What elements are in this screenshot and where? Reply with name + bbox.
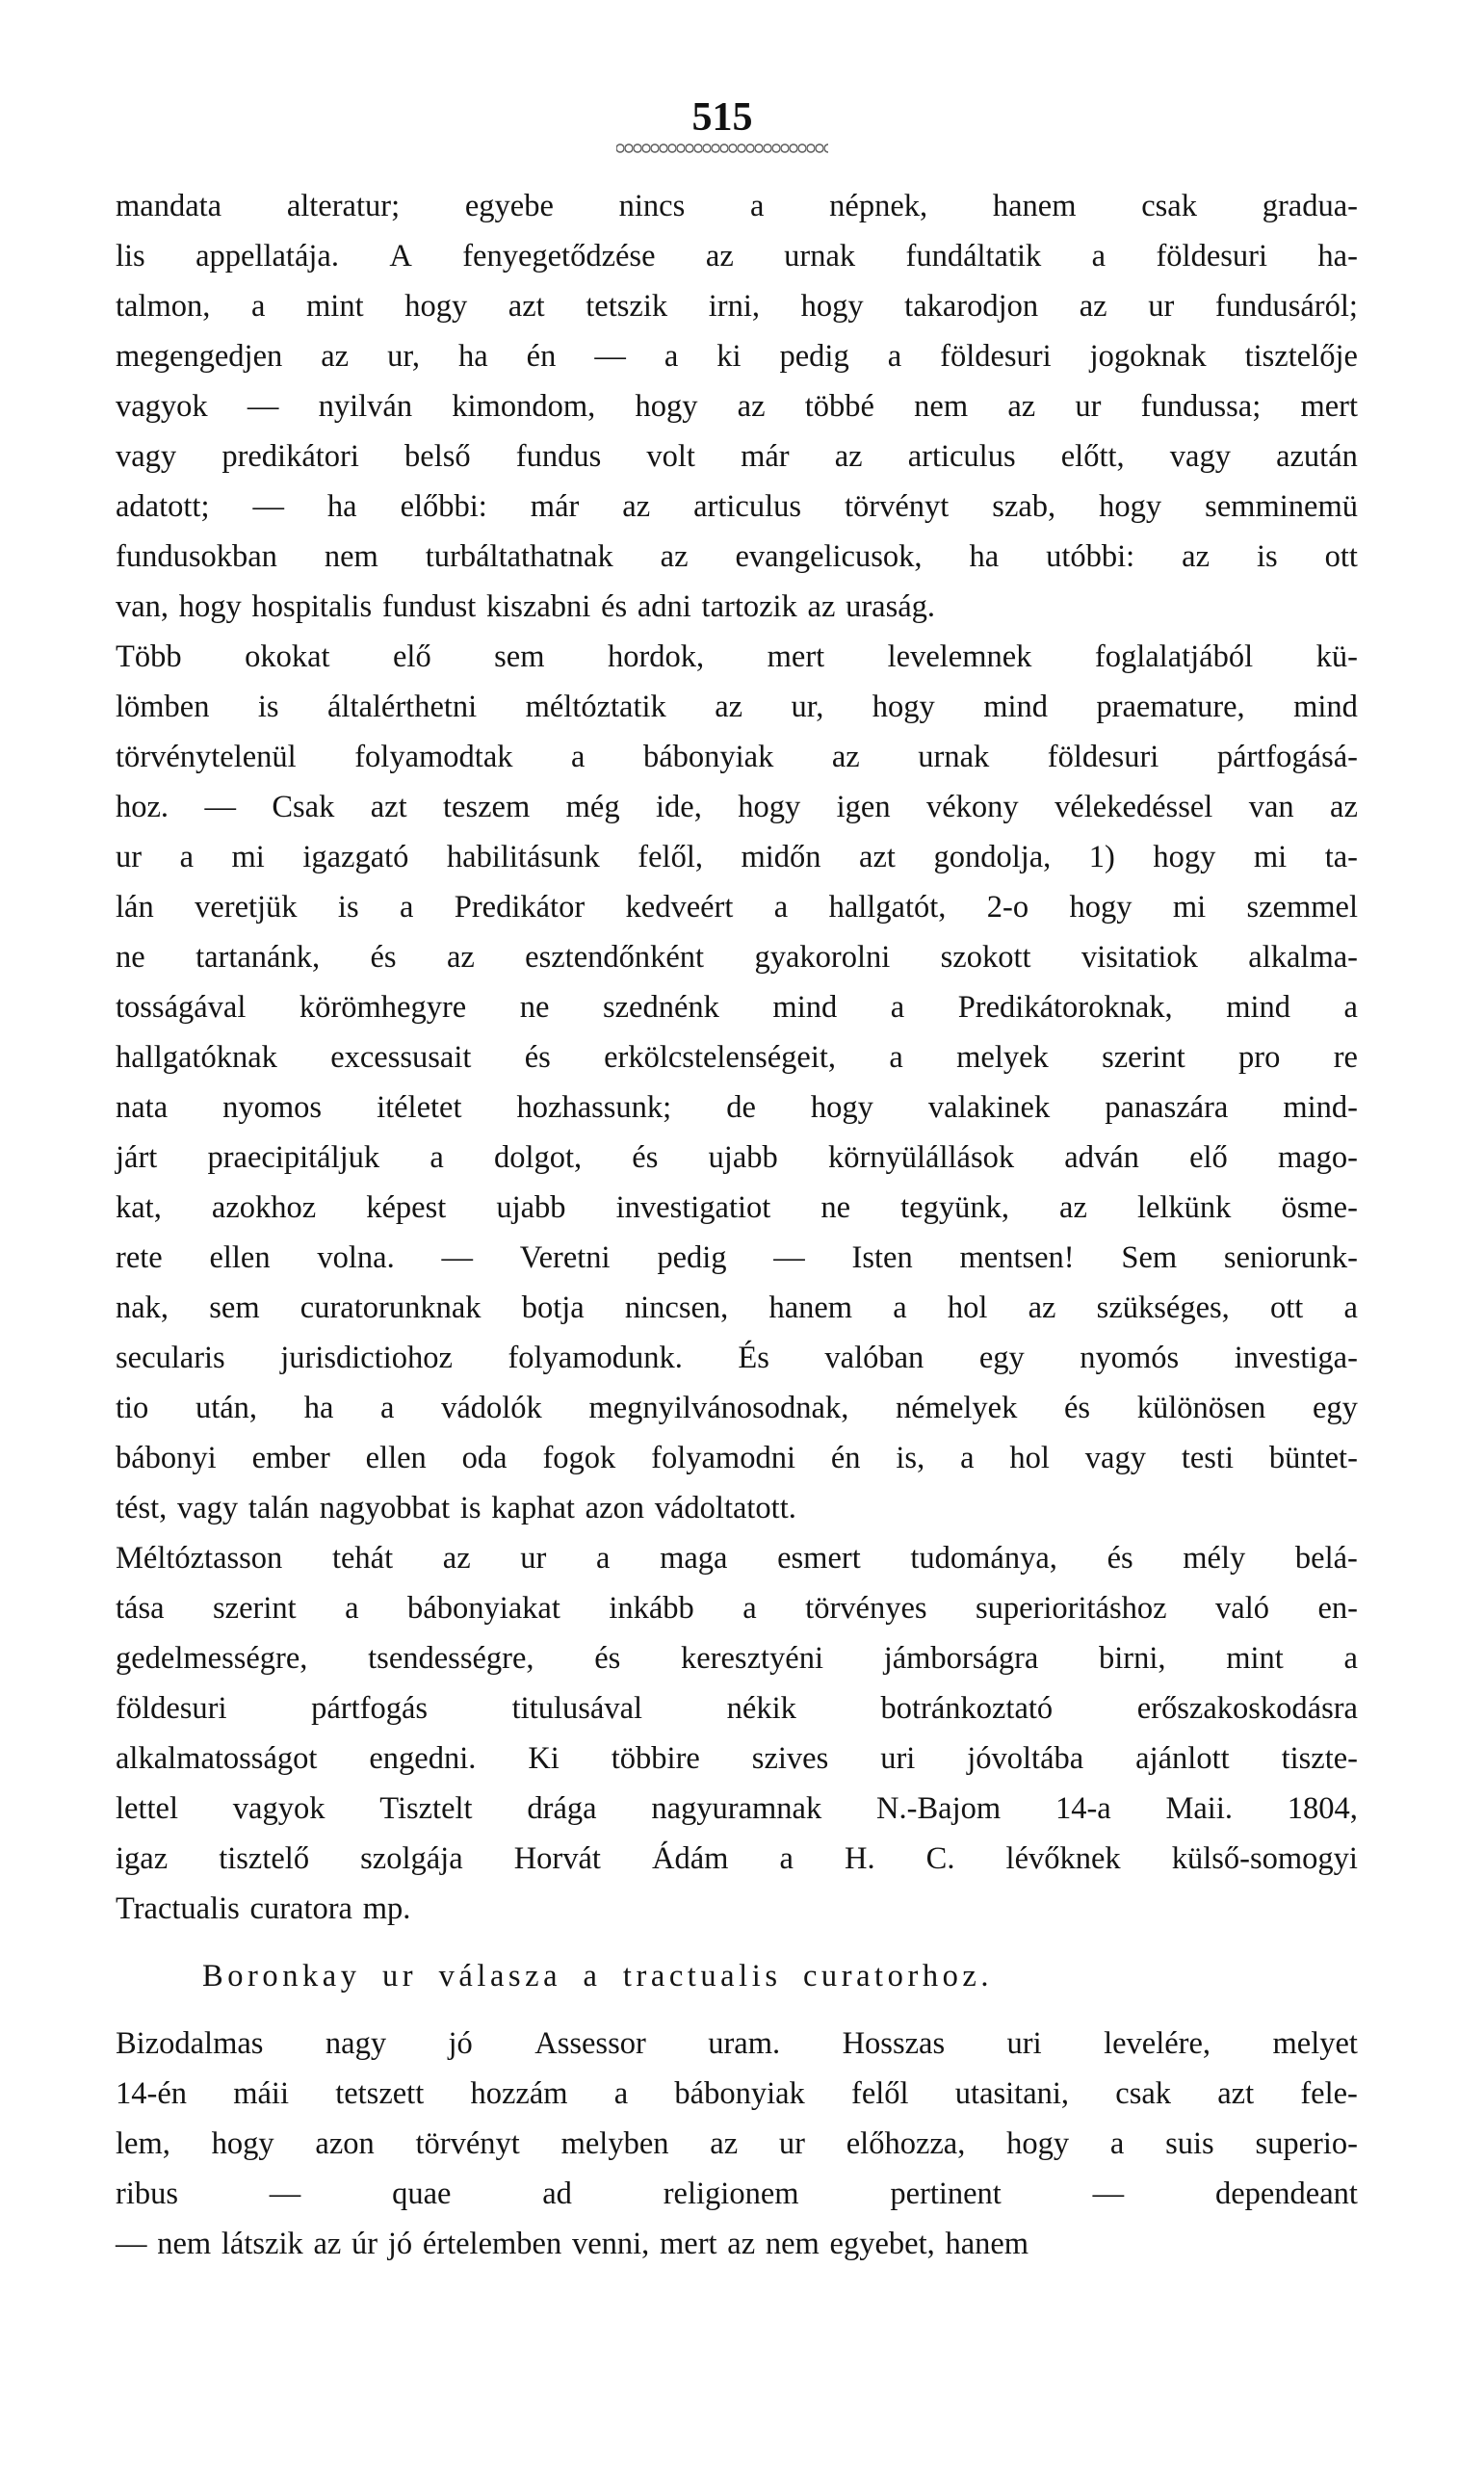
- text-line: vagyok — nyilván kimondom, hogy az többé nem az ur fundussa; mert: [116, 389, 1358, 424]
- text-line: Tractualis curatora mp.: [116, 1891, 411, 1926]
- text-line: földesuri pártfogás titulusával nékik botránkoztató erőszakoskodásra: [116, 1691, 1358, 1726]
- text-line: nata nyomos itéletet hozhassunk; de hogy valakinek panaszára mind-: [116, 1090, 1358, 1125]
- text-line: adatott; — ha előbbi: már az articulus törvényt szab, hogy semminemü: [116, 489, 1358, 524]
- text-line: van, hogy hospitalis fundust kiszabni és adni tartozik az uraság.: [116, 589, 936, 624]
- text-line: tosságával körömhegyre ne szednénk mind a Predikátoroknak, mind a: [116, 990, 1358, 1025]
- text-line: Bizodalmas nagy jó Assessor uram. Hosszas uri levelére, melyet: [116, 2026, 1358, 2061]
- text-line: hallgatóknak excessusait és erkölcstelenségeit, a melyek szerint pro re: [116, 1040, 1358, 1075]
- text-line: tést, vagy talán nagyobbat is kaphat azon vádoltatott.: [116, 1491, 796, 1525]
- text-line: nak, sem curatorunknak botja nincsen, hanem a hol az szükséges, ott a: [116, 1290, 1358, 1325]
- text-line: ribus — quae ad religionem pertinent — dependeant: [116, 2176, 1358, 2211]
- text-line: bábonyi ember ellen oda fogok folyamodni én is, a hol vagy testi büntet-: [116, 1441, 1358, 1475]
- text-line: lettel vagyok Tisztelt drága nagyuramnak N.-Bajom 14-a Maii. 1804,: [116, 1791, 1358, 1826]
- text-line: talmon, a mint hogy azt tetszik irni, hogy takarodjon az ur fundusáról;: [116, 289, 1358, 324]
- text-line: lem, hogy azon törvényt melyben az ur előhozza, hogy a suis superio-: [116, 2126, 1358, 2161]
- text-line: — nem látszik az úr jó értelemben venni, mert az nem egyebet, hanem: [116, 2227, 1029, 2261]
- ornament-divider: [616, 143, 828, 154]
- text-line: lömben is általérthetni méltóztatik az ur, hogy mind praemature, mind: [116, 690, 1358, 724]
- text-line: lán veretjük is a Predikátor kedveért a hallgatót, 2-o hogy mi szemmel: [116, 890, 1358, 925]
- text-line: törvénytelenül folyamodtak a bábonyiak az urnak földesuri pártfogásá-: [116, 740, 1358, 774]
- text-line: fundusokban nem turbáltathatnak az evangelicusok, ha utóbbi: az is ott: [116, 539, 1358, 574]
- text-line: lis appellatája. A fenyegetődzése az urnak fundáltatik a földesuri ha-: [116, 239, 1358, 274]
- text-line: Több okokat elő sem hordok, mert levelemnek foglalatjából kü-: [116, 639, 1358, 674]
- text-line: vagy predikátori belső fundus volt már az articulus előtt, vagy azután: [116, 439, 1358, 474]
- text-line: kat, azokhoz képest ujabb investigatiot ne tegyünk, az lelkünk ösme-: [116, 1190, 1358, 1225]
- text-line: 14-én máii tetszett hozzám a bábonyiak felől utasitani, csak azt fele-: [116, 2076, 1358, 2111]
- text-line: igaz tisztelő szolgája Horvát Ádám a H. C. lévőknek külső-somogyi: [116, 1841, 1358, 1876]
- text-line: mandata alteratur; egyebe nincs a népnek, hanem csak gradua-: [116, 189, 1358, 223]
- text-line: tása szerint a bábonyiakat inkább a törvényes superioritáshoz való en-: [116, 1591, 1358, 1626]
- text-line: megengedjen az ur, ha én — a ki pedig a földesuri jogoknak tisztelője: [116, 339, 1358, 374]
- text-line: ur a mi igazgató habilitásunk felől, midőn azt gondolja, 1) hogy mi ta-: [116, 840, 1358, 874]
- page-number: 515: [691, 95, 753, 140]
- text-line: alkalmatosságot engedni. Ki többire szives uri jóvoltába ajánlott tiszte-: [116, 1741, 1358, 1776]
- text-line: tio után, ha a vádolók megnyilvánosodnak, némelyek és különösen egy: [116, 1391, 1358, 1425]
- text-line: ne tartanánk, és az esztendőnként gyakorolni szokott visitatiok alkalma-: [116, 940, 1358, 975]
- text-body: [116, 181, 1358, 2269]
- text-line: secularis jurisdictiohoz folyamodunk. És valóban egy nyomós investiga-: [116, 1341, 1358, 1375]
- text-line: hoz. — Csak azt teszem még ide, hogy igen vékony vélekedéssel van az: [116, 790, 1358, 824]
- text-line: járt praecipitáljuk a dolgot, és ujabb környülállások adván elő mago-: [116, 1140, 1358, 1175]
- section-heading: Boronkay ur válasza a tractualis curatorhoz.: [202, 1959, 994, 1994]
- text-line: gedelmességre, tsendességre, és keresztyéni jámborságra birni, mint a: [116, 1641, 1358, 1676]
- text-line: Méltóztasson tehát az ur a maga esmert tudománya, és mély belá-: [116, 1541, 1358, 1576]
- text-line: rete ellen volna. — Veretni pedig — Isten mentsen! Sem seniorunk-: [116, 1240, 1358, 1275]
